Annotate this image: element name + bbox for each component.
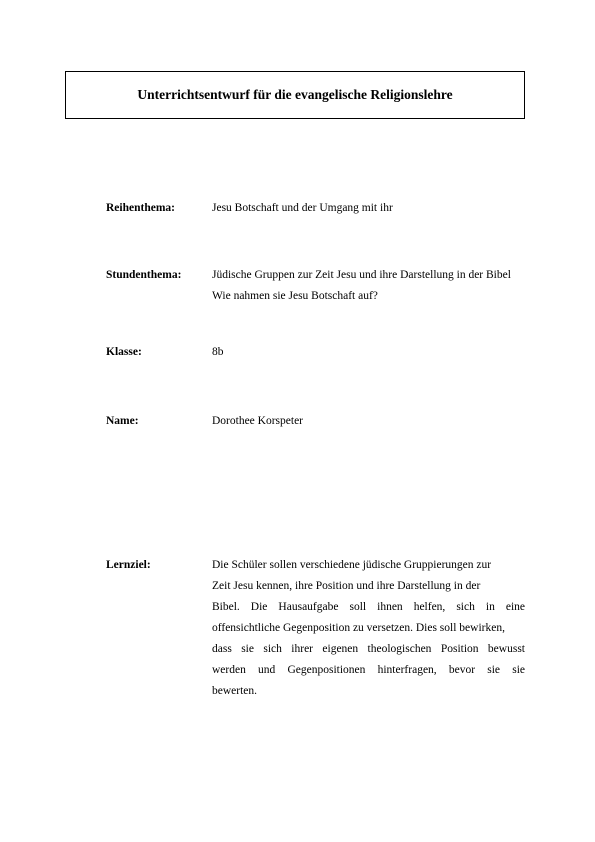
stundenthema-line: Jüdische Gruppen zur Zeit Jesu und ihre Darstellung in der Bibel bbox=[212, 269, 511, 281]
reihenthema-value bbox=[212, 198, 525, 219]
lernziel-line: Bibel. Die Hausaufgabe soll ihnen helfen, sich in eine bbox=[212, 601, 525, 613]
klasse-value bbox=[212, 342, 525, 363]
lernziel-line: Zeit Jesu kennen, ihre Position und ihre Darstellung in der bbox=[212, 580, 481, 592]
lernziel-line: offensichtliche Gegenposition zu versetzen. Dies soll bewirken, bbox=[212, 622, 505, 634]
stundenthema-value bbox=[212, 265, 525, 307]
reihenthema-label: Reihenthema: bbox=[106, 202, 175, 214]
lernziel-label: Lernziel: bbox=[106, 559, 151, 571]
klasse-line: 8b bbox=[212, 346, 224, 358]
stundenthema-line: Wie nahmen sie Jesu Botschaft auf? bbox=[212, 290, 378, 302]
reihenthema-line: Jesu Botschaft und der Umgang mit ihr bbox=[212, 202, 393, 214]
name-label: Name: bbox=[106, 415, 139, 427]
klasse-label: Klasse: bbox=[106, 346, 142, 358]
name-value bbox=[212, 411, 525, 432]
document-title: Unterrichtsentwurf für die evangelische Religionslehre bbox=[137, 87, 453, 102]
lernziel-line: bewerten. bbox=[212, 685, 258, 697]
stundenthema-label: Stundenthema: bbox=[106, 269, 182, 281]
title-box bbox=[65, 71, 525, 119]
lernziel-line: werden und Gegenpositionen hinterfragen, bevor sie sie bbox=[212, 664, 525, 676]
lernziel-line: dass sie sich ihrer eigenen theologischen Position bewusst bbox=[212, 643, 525, 655]
lernziel-line: Die Schüler sollen verschiedene jüdische Gruppierungen zur bbox=[212, 559, 492, 571]
name-line: Dorothee Korspeter bbox=[212, 415, 304, 427]
lernziel-value bbox=[212, 555, 525, 702]
